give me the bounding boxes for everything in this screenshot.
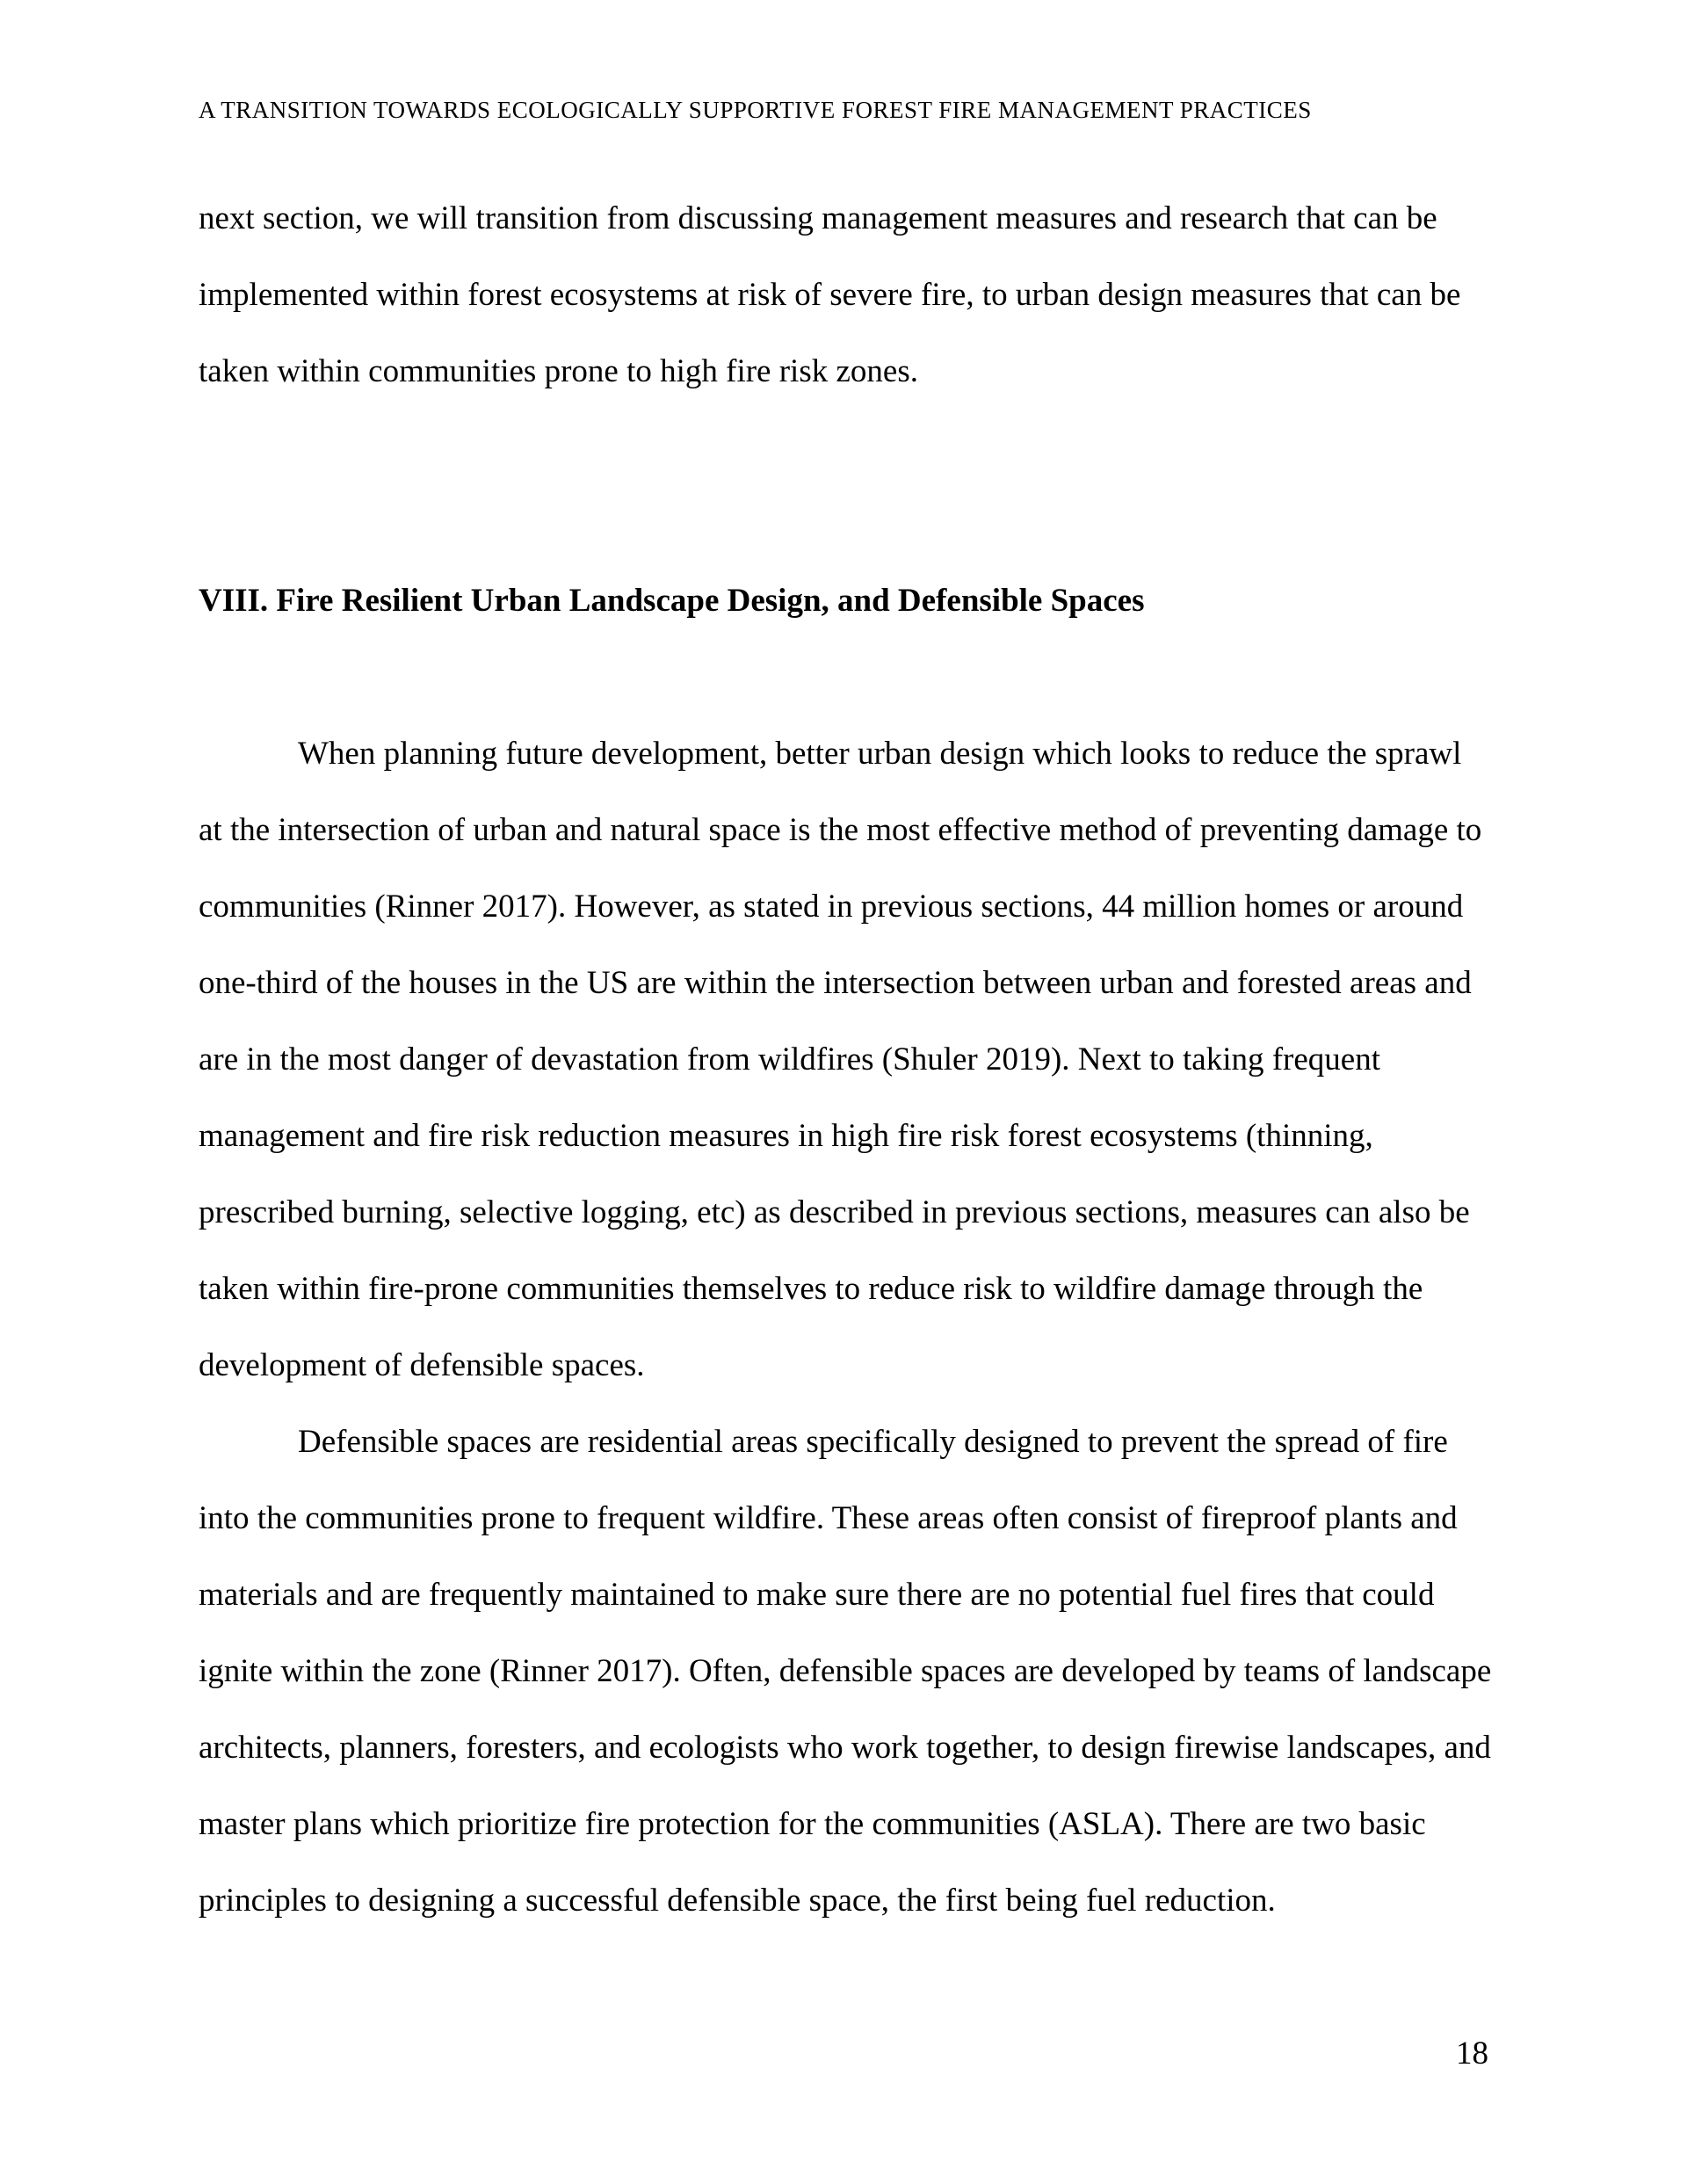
running-head: A TRANSITION TOWARDS ECOLOGICALLY SUPPORTIVE FOREST FIRE MANAGEMENT PRACTICES: [199, 97, 1312, 123]
intro-paragraph: next section, we will transition from discussing management measures and research that can be implemented within forest ecosystems at risk of severe fire, to urban design measures that can be taken within communities prone to high fire risk zones.: [199, 200, 1461, 389]
body-paragraph: Defensible spaces are residential areas specifically designed to prevent the spread of fire into the communities prone to frequent wildfire. These areas often consist of fireproof plants and materials and are frequently maintained to make sure there are no potential fuel fires that could ignite within the zone (Rinner 2017). Often, defensible spaces are developed by teams of landscape architects, planners, foresters, and ecologists who work together, to design firewise landscapes, and master plans which prioritize fire protection for the communities (ASLA). There are two basic principles to designing a successful defensible space, the first being fuel reduction.: [199, 1424, 1492, 1919]
page-body: [199, 180, 1492, 1939]
section-heading: VIII. Fire Resilient Urban Landscape Design, and Defensible Spaces: [199, 583, 1145, 619]
page-number: 18: [1456, 2035, 1488, 2072]
body-paragraph: When planning future development, better urban design which looks to reduce the sprawl at the intersection of urban and natural space is the most effective method of preventing damage to communities (Rinner 2017). However, as stated in previous sections, 44 million homes or around one-third of the houses in the US are within the intersection between urban and forested areas and are in the most danger of devastation from wildfires (Shuler 2019). Next to taking frequent management and fire risk reduction measures in high fire risk forest ecosystems (thinning, prescribed burning, selective logging, etc) as described in previous sections, measures can also be taken within fire-prone communities themselves to reduce risk to wildfire damage through the development of defensible spaces.: [199, 736, 1482, 1383]
